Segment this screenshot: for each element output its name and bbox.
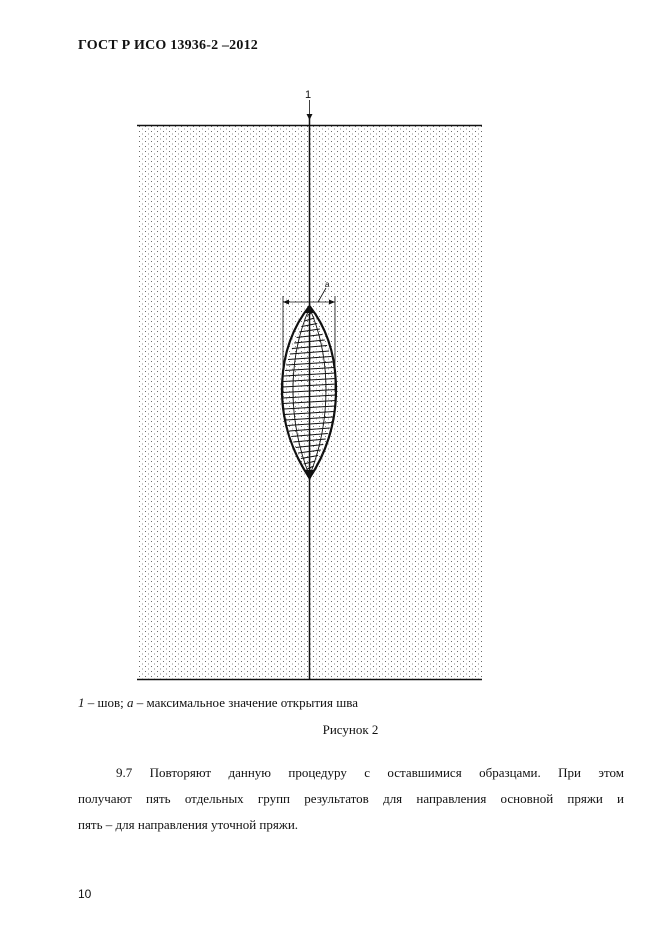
label-1-arrow [307,114,313,120]
page-number: 10 [78,887,92,901]
legend-letter: а [127,695,134,710]
paragraph-line: 9.7 Повторяют данную процедуру с оставшимися образцами. При этом [116,765,624,780]
legend-number: 1 [78,695,85,710]
paragraph-9-7 [78,760,624,838]
paragraph-line: получают пять отдельных групп результатов для направления основной пряжи и [78,791,624,806]
label-1: 1 [305,89,312,101]
paragraph-line: пять – для направления уточной пряжи. [78,817,299,832]
label-a: a [325,280,330,289]
document-header: ГОСТ Р ИСО 13936-2 –2012 [78,38,258,53]
legend-seam: – шов; [84,695,128,710]
figure-title: Рисунок 2 [322,722,379,737]
legend-text: – максимальное значение открытия шва [133,695,358,710]
figure-legend [78,695,358,711]
